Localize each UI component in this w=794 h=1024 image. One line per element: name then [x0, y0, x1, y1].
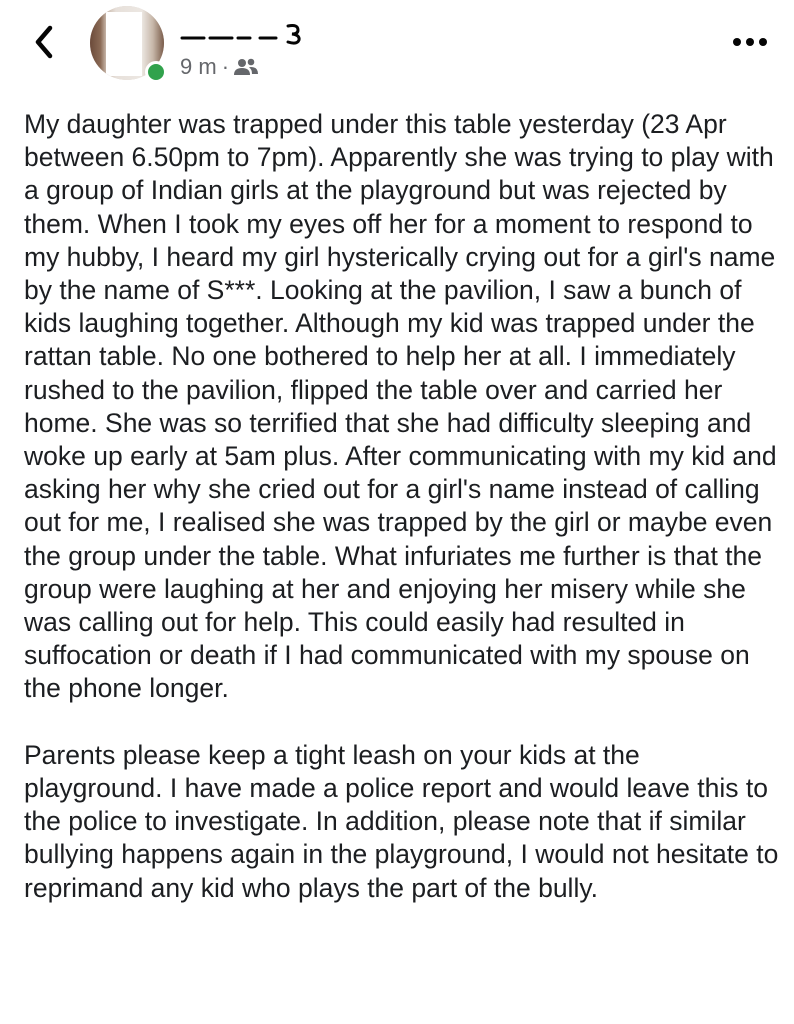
- more-dots-icon: [732, 37, 768, 47]
- more-options-button[interactable]: [728, 30, 772, 54]
- chevron-left-icon: [33, 25, 55, 59]
- avatar-redaction: [106, 12, 142, 76]
- author-name-redacted: [180, 22, 310, 46]
- friends-icon: [234, 57, 258, 77]
- post-meta: [180, 54, 258, 80]
- back-button[interactable]: [28, 22, 60, 62]
- post-paragraph: My daughter was trapped under this table yesterday (23 Apr between 6.50pm to 7pm). Apparently she was trying to play with a group of Indian girls at the playground but was rejected by them. When I took my eyes off her for a moment to respond to my hubby, I heard my girl hysterically crying out for a girl's name by the name of S***. Looking at the pavilion, I saw a bunch of kids laughing together. Although my kid was trapped under the rattan table. No one bothered to help her at all. I immediately rushed to the pavilion, flipped the table over and carried her home. She was so terrified that she had difficulty sleeping and woke up early at 5am plus. After communicating with my kid and asking her why she cried out for a girl's name instead of calling out for me, I realised she was trapped by the girl or maybe even the group under the table. What infuriates me further is that the group were laughing at her and enjoying her misery while she was calling out for help. This could easily had resulted in suffocation or death if I had communicated with my spouse on the phone longer.: [24, 109, 777, 704]
- post-body: [24, 108, 780, 905]
- author-avatar[interactable]: [90, 6, 164, 80]
- online-status-dot: [145, 61, 167, 83]
- post-timestamp[interactable]: 9 m: [180, 54, 217, 79]
- author-name[interactable]: [180, 14, 380, 38]
- post-paragraph: Parents please keep a tight leash on your kids at the playground. I have made a police report and would leave this to the police to investigate. In addition, please note that if similar bullying happens again in the playground, I would not hesitate to reprimand any kid who plays the part of the bully.: [24, 739, 779, 903]
- meta-separator: ·: [221, 54, 230, 79]
- post-header: [0, 0, 794, 96]
